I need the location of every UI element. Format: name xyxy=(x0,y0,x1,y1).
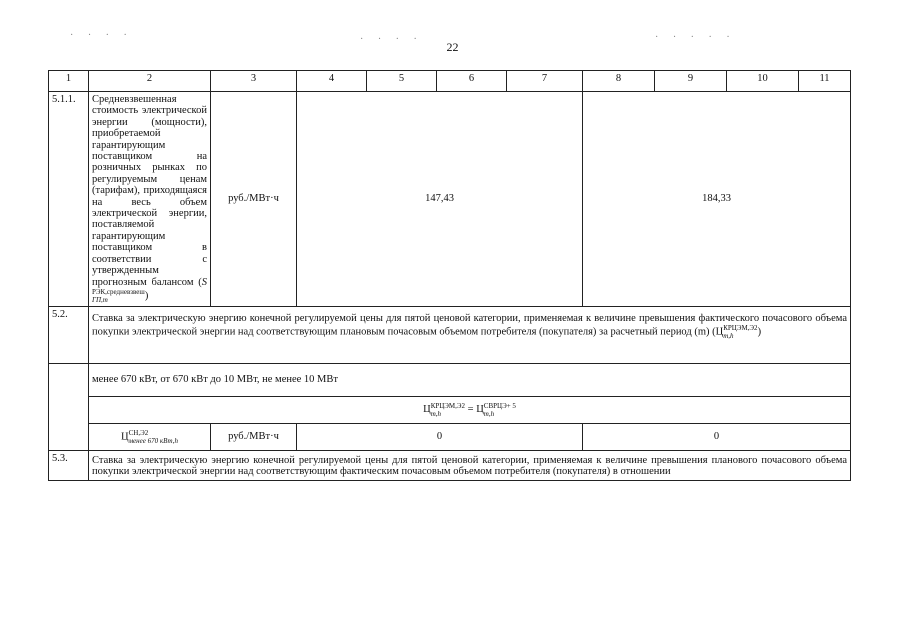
header-cell: 6 xyxy=(437,71,507,92)
formula-equals: = xyxy=(467,404,474,416)
scan-specks: · · · · xyxy=(360,34,423,45)
power-ranges: менее 670 кВт, от 670 кВт до 10 МВт, не менее 10 МВт xyxy=(89,363,851,396)
value-cell-first-half: 147,43 xyxy=(297,92,583,307)
symbol-sup: РЭК,средневзвеш xyxy=(92,287,145,296)
table-row-power-ranges xyxy=(49,363,851,396)
header-cell: 2 xyxy=(89,71,211,92)
row-description: Средневзвешенная стоимость электрической энергии (мощности), приобретаемой гарантирующим поставщиком на розничных рынках по регулируемым ценам (тарифам), приходящаяся на весь объем электрической энергии, поставляемой гарантирующим поставщиком в соответствии с утвержденным прогнозным балансом (S РЭК,средневзвеш ГП,m ) xyxy=(89,92,211,307)
header-cell: 8 xyxy=(583,71,655,92)
empty-cell xyxy=(49,423,89,450)
row-number: 5.1.1. xyxy=(49,92,89,307)
sub-value-first-half: 0 xyxy=(297,423,583,450)
formula-right-sub: m,h xyxy=(483,409,495,418)
sub-symbol-sup: СН,Э2 xyxy=(128,428,149,437)
header-cell: 11 xyxy=(799,71,851,92)
header-cell: 4 xyxy=(297,71,367,92)
table-row-formula xyxy=(49,396,851,423)
header-cell: 9 xyxy=(655,71,727,92)
formula: Ц КРЦЭМ,Э2 m,h = Ц СВРЦЭ+ 5 m,h xyxy=(423,401,516,418)
value-cell-second-half: 184,33 xyxy=(583,92,851,307)
sub-unit-cell: руб./МВт·ч xyxy=(211,423,297,450)
page-number: 22 xyxy=(446,40,459,54)
table-row-5-1-1 xyxy=(49,92,851,307)
unit-cell: руб./МВт·ч xyxy=(211,92,297,307)
sub-symbol-cell: Ц СН,Э2 менее 670 кВт,h xyxy=(89,423,211,450)
description-text: Ставка за электрическую энергию конечной регулируемой цены для пятой ценовой категории, применяемая к величине превышения фактического почасового объема покупки электрической энергии над соответствующим плановым почасовым объемом потребителя (покупателя) за расчетный период (m) (Ц xyxy=(92,312,847,338)
scan-specks: · · · · xyxy=(70,30,133,41)
scan-specks: · · · · · xyxy=(655,32,736,43)
header-cell: 7 xyxy=(507,71,583,92)
table-row-subvalue xyxy=(49,423,851,450)
header-cell: 1 xyxy=(49,71,89,92)
header-cell: 10 xyxy=(727,71,799,92)
symbol-sub: ГП,m xyxy=(92,295,108,304)
paren-close: ) xyxy=(757,326,762,338)
formula-right-sup: СВРЦЭ+ 5 xyxy=(483,401,516,410)
formula-left-sup: КРЦЭМ,Э2 xyxy=(430,401,466,410)
table-row-5-2 xyxy=(49,306,851,363)
formula-cell xyxy=(89,396,851,423)
row-number: 5.2. xyxy=(49,306,89,363)
sub-symbol-sub: менее 670 кВт,h xyxy=(128,436,178,445)
empty-cell xyxy=(49,363,89,396)
symbol-sub: m,h xyxy=(723,332,734,341)
formula-left-sub: m,h xyxy=(430,409,441,418)
row-number: 5.3. xyxy=(49,450,89,480)
sub-value-second-half: 0 xyxy=(583,423,851,450)
symbol-base: S xyxy=(201,276,208,288)
header-cell: 3 xyxy=(211,71,297,92)
empty-cell xyxy=(49,396,89,423)
symbol-sup: КРЦЭМ,Э2 xyxy=(723,324,758,333)
table-row-5-3 xyxy=(49,450,851,480)
header-row xyxy=(49,71,851,92)
row-description xyxy=(89,306,851,363)
tariff-table xyxy=(48,70,851,481)
description-text: Средневзвешенная стоимость электрической энергии (мощности), приобретаемой гарантирующим поставщиком на розничных рынках по регулируемым ценам (тарифам), приходящаяся на весь объем электрической энергии, поставляемой гарантирующим поставщиком в соответствии с утвержденным прогнозным балансом xyxy=(92,94,207,288)
row-description: Ставка за электрическую энергию конечной регулируемой цены для пятой ценовой категории, применяемая к величине превышения планового почасового объема покупки электрической энергии над соответствующим фактическим почасовым объемом потребителя (покупателя) в отношении xyxy=(89,450,851,480)
header-cell: 5 xyxy=(367,71,437,92)
